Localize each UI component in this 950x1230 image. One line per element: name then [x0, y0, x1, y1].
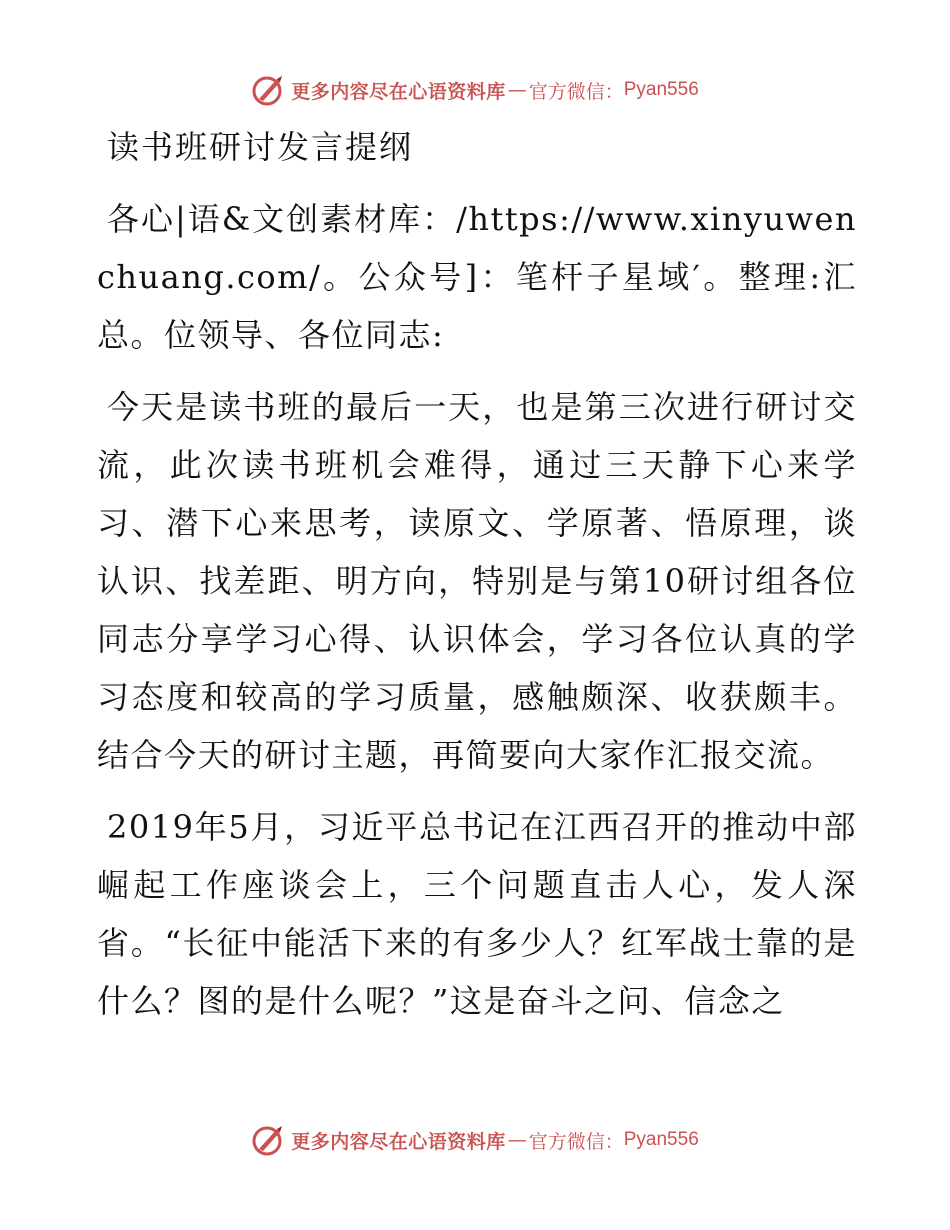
- banner-wechat-id: Pyan556: [623, 1129, 699, 1150]
- banner-sub-text: 官方微信：: [528, 1130, 624, 1153]
- banner-separator: —: [507, 79, 527, 101]
- document-title: 读书班研讨发言提纲: [107, 128, 414, 166]
- paragraph-3: 2019年5月，习近平总书记在江西召开的推动中部崛起工作座谈会上，三个问题直击人心，发人深省。“长征中能活下来的有多少人？红军战士靠的是什么？图的是什么呢？”这是奋斗之问、信念之: [97, 808, 857, 1020]
- header-watermark-banner: [0, 70, 950, 110]
- document-body: [97, 118, 857, 1044]
- paragraph-1: 各心|语&文创素材库：/https://www.xinyuwenchuang.com/。公众号]：笔杆子星域′。整理:汇总。位领导、各位同志:: [97, 200, 857, 354]
- quill-logo-icon: [251, 73, 285, 107]
- banner-wechat-id: Pyan556: [623, 79, 699, 100]
- banner-sub-text: 官方微信：: [528, 80, 624, 103]
- banner-main-text: 更多内容尽在心语资料库: [291, 80, 506, 103]
- banner-main-text: 更多内容尽在心语资料库: [291, 1130, 506, 1153]
- banner-separator: —: [507, 1129, 527, 1151]
- paragraph-2: 今天是读书班的最后一天，也是第三次进行研讨交流，此次读书班机会难得，通过三天静下心来学习、潜下心来思考，读原文、学原著、悟原理，谈认识、找差距、明方向，特别是与第10研讨组各位同志分享学习心得、认识体会，学习各位认真的学习态度和较高的学习质量，感触颇深、收获颇丰。结合今天的研讨主题，再简要向大家作汇报交流。: [97, 388, 857, 774]
- footer-watermark-banner: [0, 1120, 950, 1160]
- quill-logo-icon: [251, 1123, 285, 1157]
